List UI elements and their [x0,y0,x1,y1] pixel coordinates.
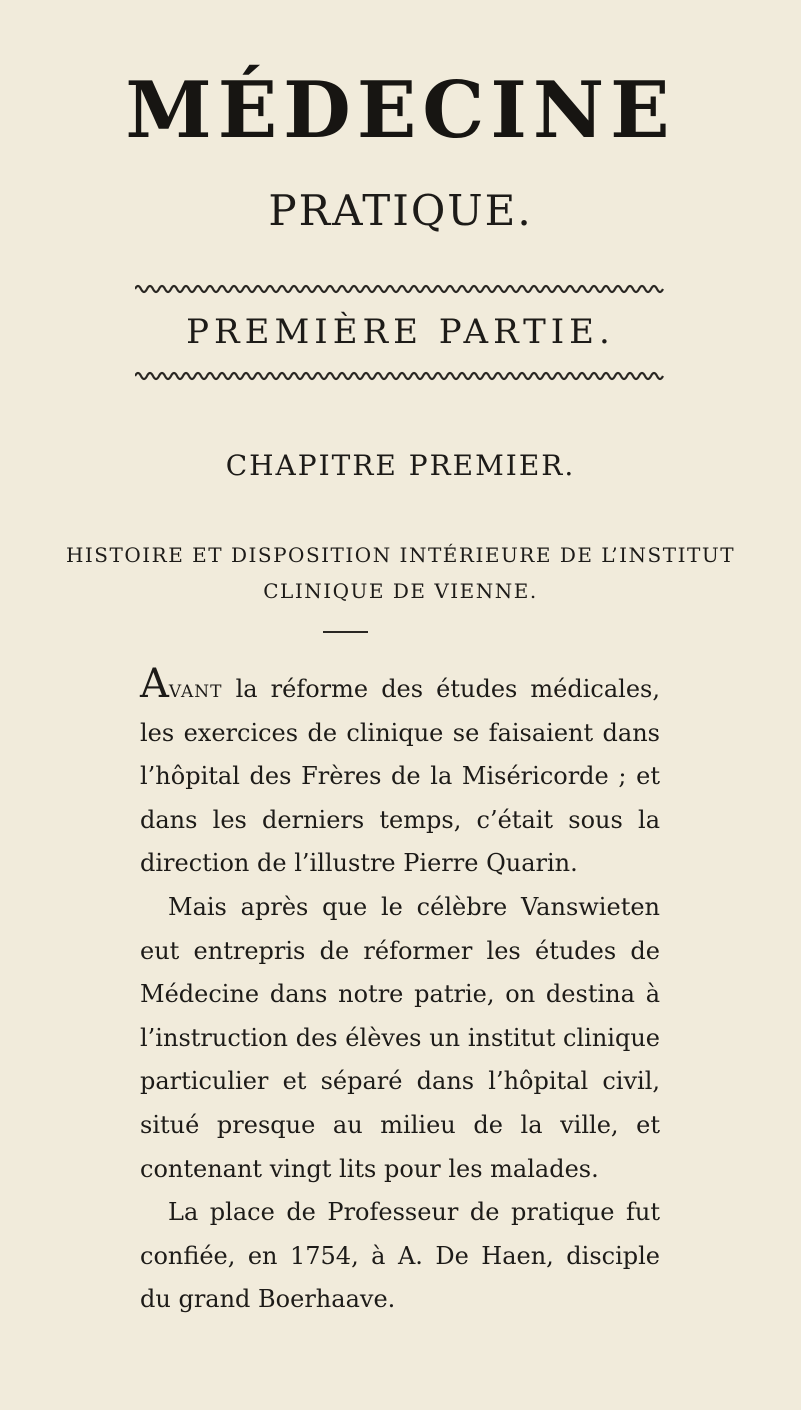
ornamental-rule-bottom [135,370,665,382]
part-title: PREMIÈRE PARTIE. [186,312,615,352]
paragraph-3: La place de Professeur de pratique fut confiée, en 1754, à A. De Haen, disciple du grand Boerhaave. [140,1198,660,1314]
chapter-subtitle-line-2: CLINIQUE DE VIENNE. [263,579,538,603]
paragraph-1-text: la réforme des études médicales, les exercices de clinique se faisaient dans l’hôpital des Frères de la Miséricorde ; et dans les derniers temps, c’était sous la direction de l’illustre Pierre Quarin. [140,675,660,878]
small-caps-word: vant [168,675,223,703]
section-divider [323,631,368,633]
paragraph-2: Mais après que le célèbre Vanswieten eut entrepris de réformer les études de Médecine dans notre patrie, on destina à l’instruction des élèves un institut clinique particulier et séparé dans l’hôpital civil, situé presque au milieu de la ville, et contenant vingt lits pour les malades. [140,892,660,1183]
book-subtitle: PRATIQUE. [268,186,533,235]
chapter-title: CHAPITRE PREMIER. [225,449,576,482]
book-title: MÉDECINE [125,65,676,156]
paragraph-1 [140,661,660,886]
chapter-subtitle-line-1: HISTOIRE ET DISPOSITION INTÉRIEURE DE L’INSTITUT [65,543,736,567]
body-text [140,661,660,1322]
ornamental-rule-top [135,283,665,295]
drop-cap: A [140,661,169,707]
chapter-subtitle [0,537,801,609]
